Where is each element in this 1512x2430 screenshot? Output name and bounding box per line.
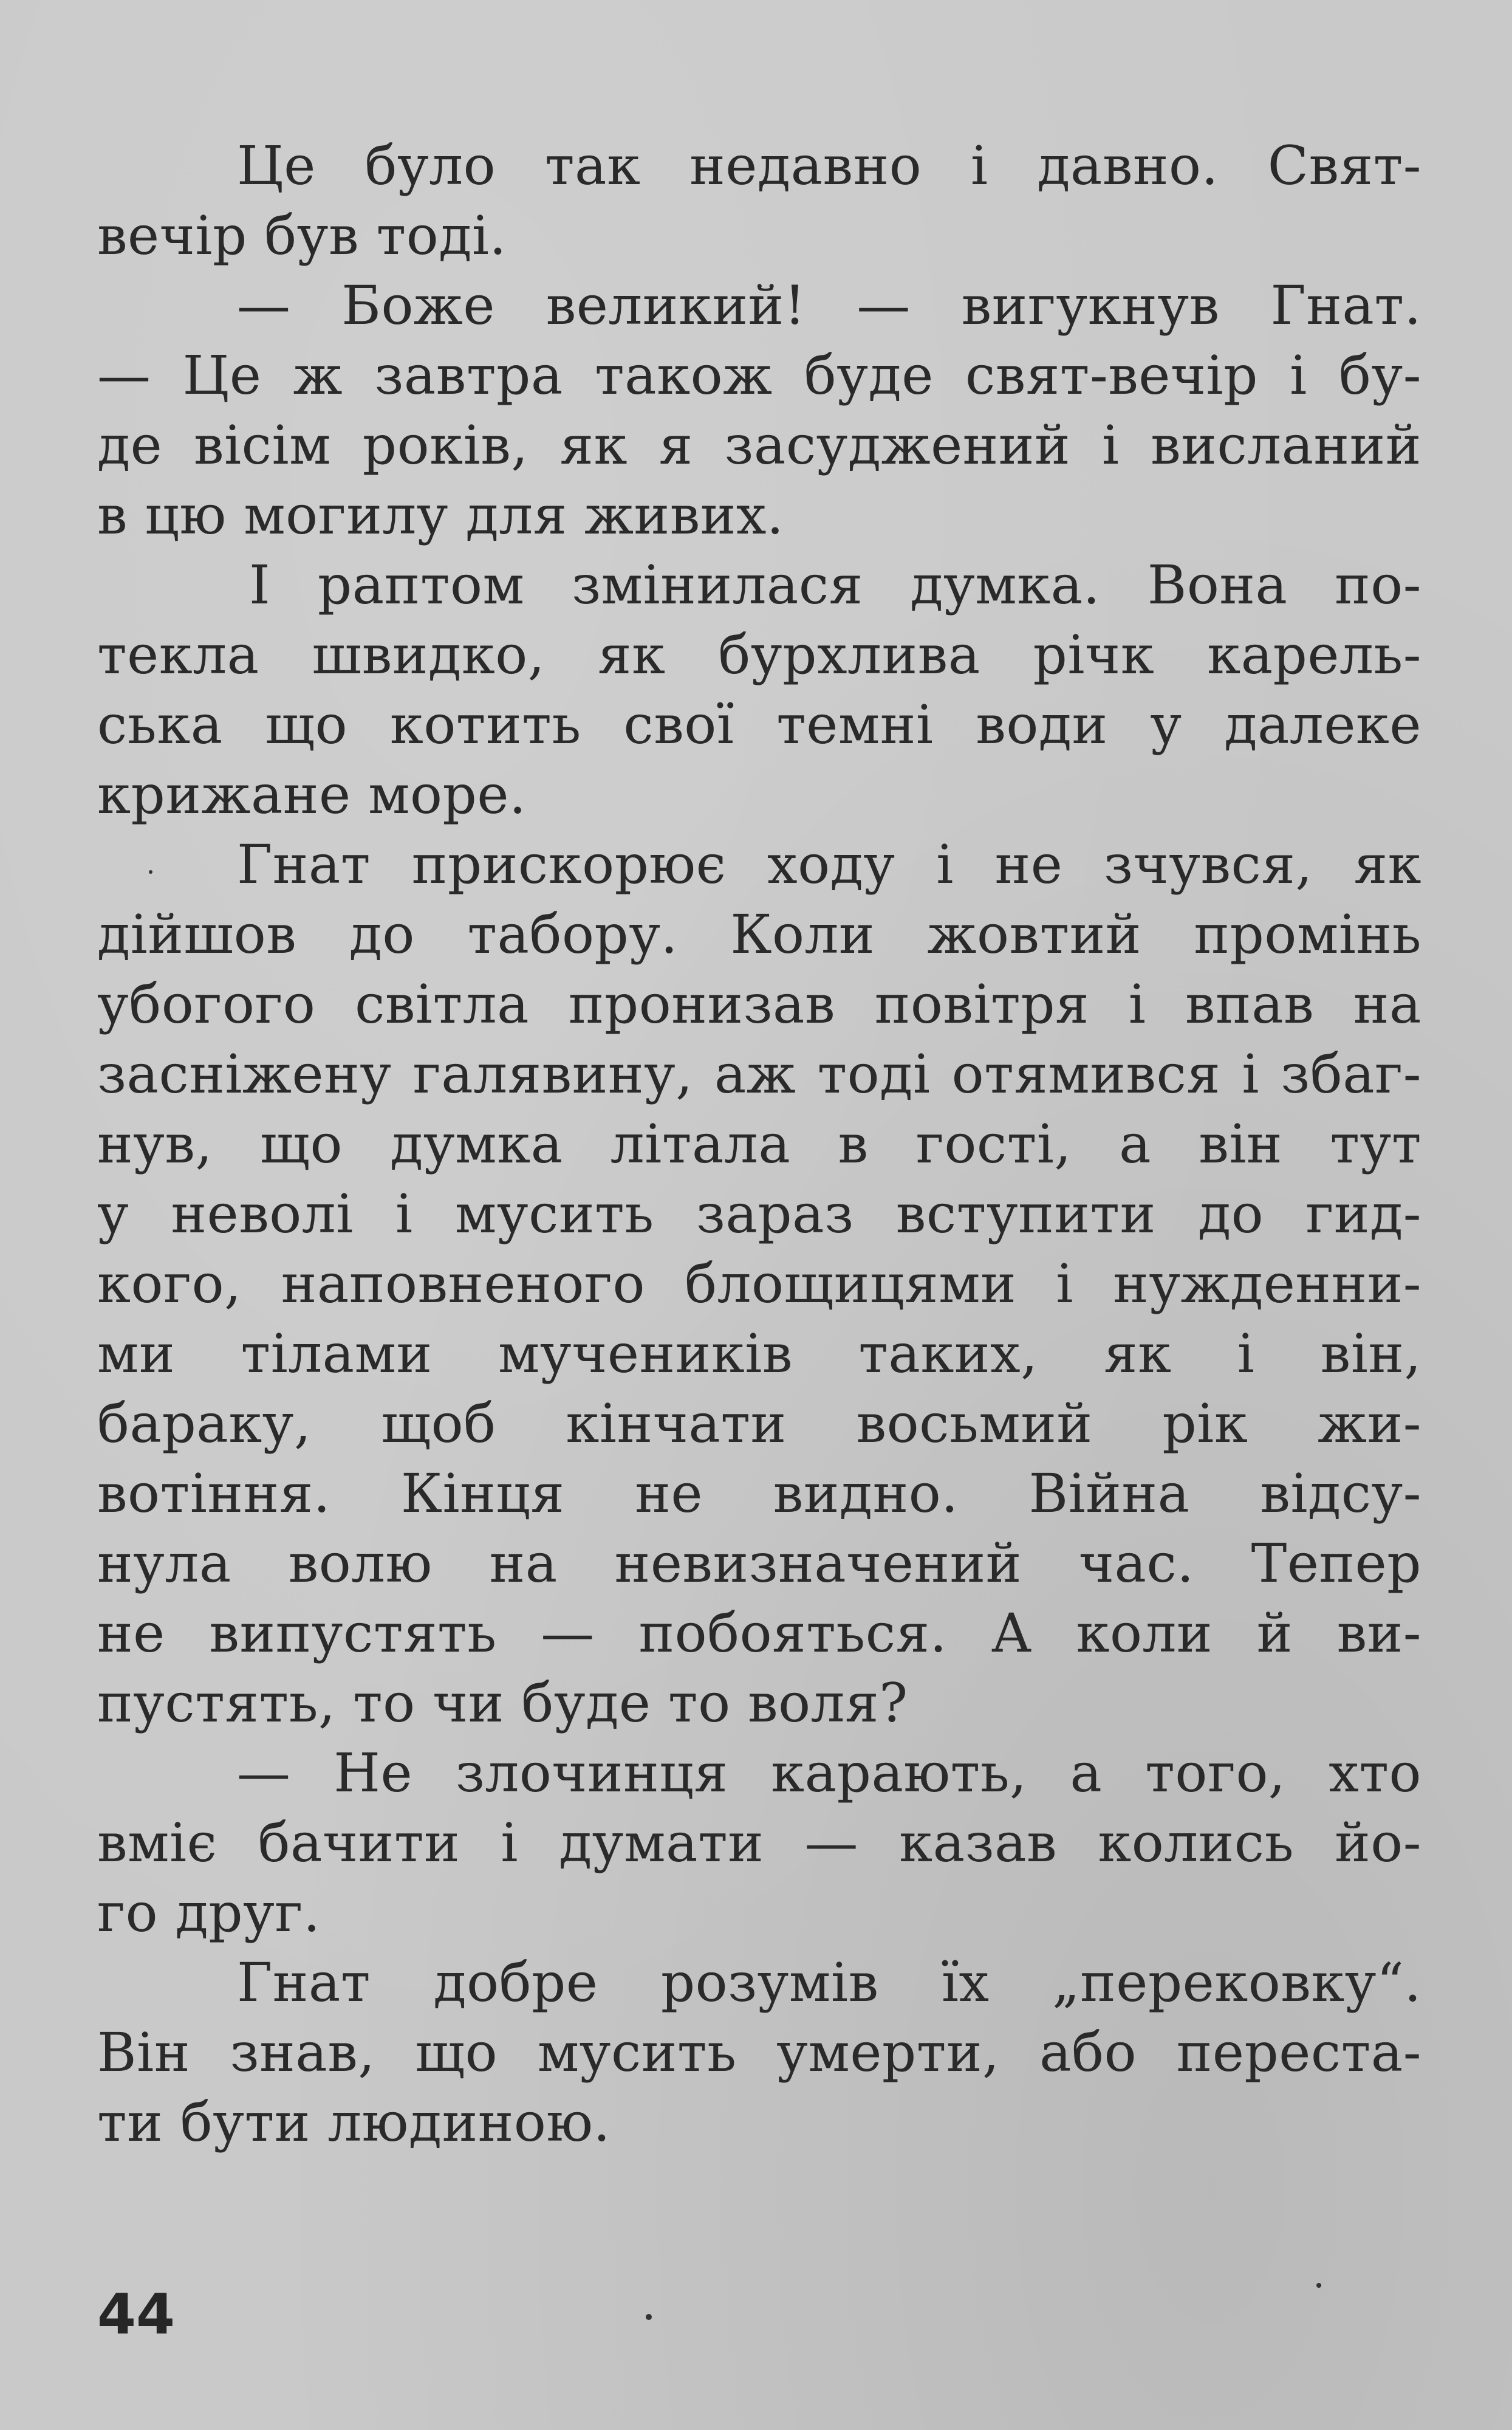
text-line: І раптом змінилася думка. Вона по- (249, 554, 1421, 616)
text-line: де вісім років, як я засуджений і висланий (97, 414, 1421, 476)
text-line: крижане море. (97, 763, 527, 826)
print-speck (149, 870, 152, 874)
print-speck (646, 2314, 652, 2320)
text-line: нув, що думка літала в гості, а він тут (97, 1113, 1421, 1175)
text-line: кого, наповненого блощицями і нужденни- (97, 1252, 1421, 1315)
text-line: бараку, щоб кінчати восьмий рік жи- (97, 1392, 1421, 1455)
text-line: засніжену галявину, аж тоді отямився і збаг- (97, 1043, 1421, 1105)
text-line: ми тілами мучеників таких, як і він, (97, 1322, 1421, 1385)
text-line: Він знав, що мусить умерти, або переста- (97, 2021, 1421, 2084)
text-line: ти бути людиною. (97, 2091, 611, 2154)
text-line: Гнат прискорює ходу і не зчувся, як (237, 833, 1421, 896)
print-speck (1316, 2283, 1321, 2288)
text-line: Це було так недавно і давно. Свят- (237, 134, 1421, 197)
text-line: — Це ж завтра також буде свят-вечір і бу- (97, 344, 1421, 407)
text-line: ська що котить свої темні води у далеке (97, 693, 1421, 756)
text-line: — Боже великий! — вигукнув Гнат. (237, 274, 1421, 337)
text-line: — Не злочинця карають, а того, хто (237, 1742, 1421, 1804)
page-number: 44 (97, 2282, 176, 2347)
text-line: Гнат добре розумів їх „перековку“. (237, 1951, 1421, 2014)
text-line: пустять, то чи буде то воля? (97, 1672, 908, 1734)
body-text (97, 131, 1421, 2157)
text-line: го друг. (97, 1881, 321, 1944)
text-line: вечір був тоді. (97, 204, 507, 267)
text-line: нула волю на невизначений час. Тепер (97, 1532, 1421, 1594)
text-line: вотіння. Кінця не видно. Війна відсу- (97, 1462, 1421, 1525)
text-line: не випустять — побояться. А коли й ви- (97, 1602, 1421, 1664)
text-line: дійшов до табору. Коли жовтий промінь (97, 903, 1421, 966)
text-line: убогого світла пронизав повітря і впав на (97, 973, 1421, 1035)
text-line: в цю могилу для живих. (97, 484, 784, 546)
text-line: вміє бачити і думати — казав колись йо- (97, 1811, 1421, 1874)
text-line: у неволі і мусить зараз вступити до гид- (97, 1182, 1421, 1245)
text-line: текла швидко, як бурхлива річк карель- (97, 623, 1421, 686)
